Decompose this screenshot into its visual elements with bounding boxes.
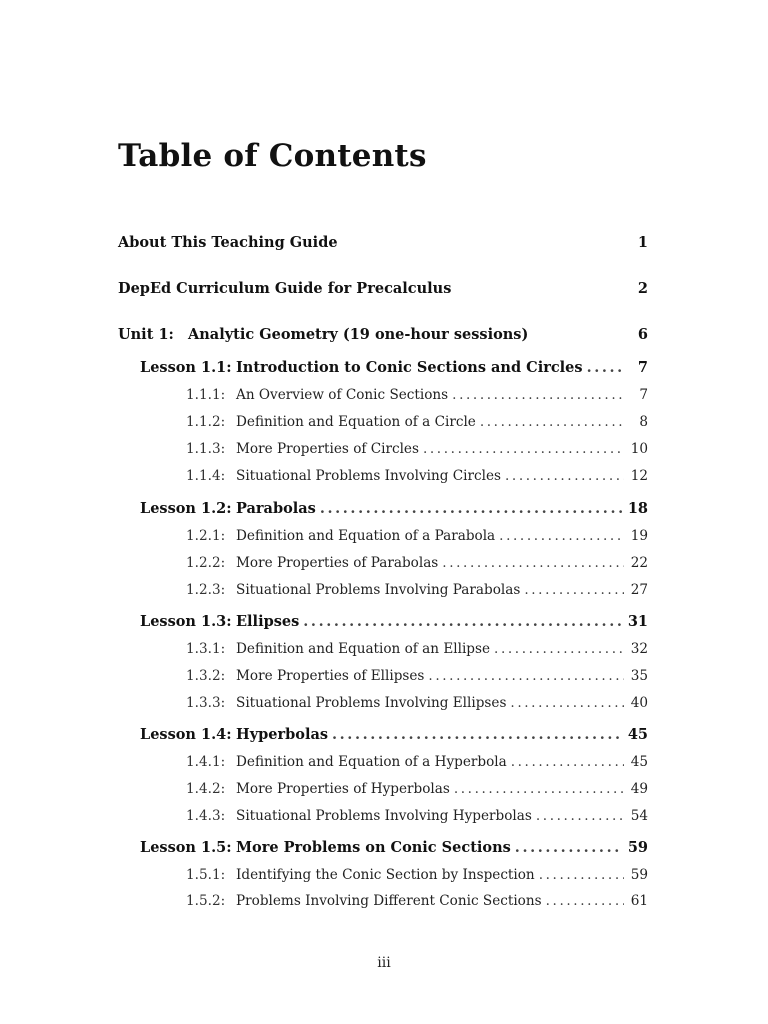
subsection-number: 1.5.1: (186, 867, 226, 883)
toc-lesson[interactable] (0, 837, 768, 859)
lesson-page: 18 (627, 500, 648, 517)
subsection-number: 1.2.3: (186, 582, 226, 598)
subsection-title: More Properties of Hyperbolas (236, 781, 450, 797)
unit-page: 6 (637, 326, 648, 343)
subsection-page: 10 (630, 441, 648, 457)
subsection-title: More Properties of Circles (236, 441, 419, 457)
subsection-title: An Overview of Conic Sections (236, 387, 449, 403)
unit-title: Analytic Geometry (19 one-hour sessions) (188, 326, 529, 343)
leader-dots (511, 751, 624, 773)
toc-subsection[interactable] (0, 805, 768, 827)
subsection-page: 59 (630, 867, 648, 883)
subsection-title: Situational Problems Involving Parabolas (236, 582, 521, 598)
subsection-page: 32 (630, 641, 648, 657)
subsection-number: 1.5.2: (186, 893, 226, 909)
lesson-page: 7 (637, 359, 648, 376)
lesson-page: 59 (627, 839, 648, 856)
subsection-page: 45 (630, 754, 648, 770)
toc-subsection[interactable] (0, 552, 768, 574)
toc-lesson[interactable] (0, 357, 768, 379)
subsection-title: More Properties of Parabolas (236, 555, 439, 571)
leader-dots (587, 357, 624, 379)
subsection-page: 8 (639, 414, 648, 430)
toc-subsection[interactable] (0, 890, 768, 912)
leader-dots (539, 864, 624, 886)
subsection-page: 40 (630, 695, 648, 711)
subsection-title: Definition and Equation of a Parabola (236, 528, 496, 544)
subsection-number: 1.4.1: (186, 754, 226, 770)
subsection-page: 54 (630, 808, 648, 824)
lesson-label: Lesson 1.3: (140, 613, 232, 630)
toc-unit-1[interactable] (0, 324, 768, 346)
leader-dots (494, 638, 624, 660)
toc-subsection[interactable] (0, 778, 768, 800)
leader-dots (454, 778, 624, 800)
leader-dots (536, 805, 624, 827)
leader-dots (546, 890, 624, 912)
subsection-number: 1.3.1: (186, 641, 226, 657)
subsection-number: 1.4.3: (186, 808, 226, 824)
leader-dots (332, 724, 622, 746)
toc-subsection[interactable] (0, 692, 768, 714)
subsection-number: 1.1.4: (186, 468, 226, 484)
leader-dots (505, 465, 624, 487)
subsection-title: Situational Problems Involving Hyperbolas (236, 808, 532, 824)
lesson-page: 31 (627, 613, 648, 630)
lesson-label: Lesson 1.5: (140, 839, 232, 856)
subsection-title: Definition and Equation of an Ellipse (236, 641, 491, 657)
subsection-title: Situational Problems Involving Circles (236, 468, 501, 484)
lesson-title: Hyperbolas (236, 726, 329, 743)
lesson-label: Lesson 1.4: (140, 726, 232, 743)
toc-entry-title: DepEd Curriculum Guide for Precalculus (118, 280, 452, 297)
toc-subsection[interactable] (0, 864, 768, 886)
leader-dots (515, 837, 622, 859)
subsection-title: Situational Problems Involving Ellipses (236, 695, 507, 711)
toc-subsection[interactable] (0, 638, 768, 660)
toc-entry-curriculum[interactable] (0, 278, 768, 300)
subsection-number: 1.3.2: (186, 668, 226, 684)
lesson-title: Ellipses (236, 613, 300, 630)
subsection-title: Definition and Equation of a Circle (236, 414, 476, 430)
toc-lesson[interactable] (0, 724, 768, 746)
toc-entry-page: 2 (637, 280, 648, 297)
subsection-number: 1.4.2: (186, 781, 226, 797)
lesson-label: Lesson 1.2: (140, 500, 232, 517)
leader-dots (303, 611, 622, 633)
unit-label: Unit 1: (118, 326, 174, 343)
subsection-number: 1.3.3: (186, 695, 226, 711)
leader-dots (442, 552, 624, 574)
subsection-number: 1.1.2: (186, 414, 226, 430)
leader-dots (428, 665, 624, 687)
toc-entry-title: About This Teaching Guide (118, 234, 338, 251)
toc-subsection[interactable] (0, 665, 768, 687)
toc-entry-about[interactable] (0, 232, 768, 254)
lesson-title: More Problems on Conic Sections (236, 839, 511, 856)
subsection-number: 1.1.1: (186, 387, 226, 403)
toc-subsection[interactable] (0, 579, 768, 601)
subsection-page: 35 (630, 668, 648, 684)
toc-subsection[interactable] (0, 751, 768, 773)
toc-subsection[interactable] (0, 384, 768, 406)
subsection-page: 49 (630, 781, 648, 797)
subsection-number: 1.1.3: (186, 441, 226, 457)
toc-subsection[interactable] (0, 438, 768, 460)
subsection-page: 19 (630, 528, 648, 544)
subsection-page: 7 (639, 387, 648, 403)
leader-dots (320, 498, 622, 520)
page-title: Table of Contents (118, 138, 427, 174)
toc-subsection[interactable] (0, 465, 768, 487)
lesson-title: Parabolas (236, 500, 316, 517)
page-number: iii (377, 955, 391, 971)
subsection-title: Definition and Equation of a Hyperbola (236, 754, 507, 770)
leader-dots (499, 525, 624, 547)
subsection-number: 1.2.1: (186, 528, 226, 544)
toc-lesson[interactable] (0, 498, 768, 520)
leader-dots (452, 384, 624, 406)
lesson-title: Introduction to Conic Sections and Circles (236, 359, 583, 376)
subsection-title: More Properties of Ellipses (236, 668, 425, 684)
subsection-page: 22 (630, 555, 648, 571)
leader-dots (524, 579, 624, 601)
lesson-label: Lesson 1.1: (140, 359, 232, 376)
leader-dots (423, 438, 624, 460)
leader-dots (510, 692, 624, 714)
subsection-page: 61 (630, 893, 648, 909)
subsection-title: Identifying the Conic Section by Inspection (236, 867, 535, 883)
toc-lesson[interactable] (0, 611, 768, 633)
subsection-page: 27 (630, 582, 648, 598)
toc-entry-page: 1 (637, 234, 648, 251)
toc-subsection[interactable] (0, 411, 768, 433)
subsection-page: 12 (630, 468, 648, 484)
subsection-title: Problems Involving Different Conic Sections (236, 893, 542, 909)
subsection-number: 1.2.2: (186, 555, 226, 571)
leader-dots (480, 411, 624, 433)
lesson-page: 45 (627, 726, 648, 743)
toc-subsection[interactable] (0, 525, 768, 547)
